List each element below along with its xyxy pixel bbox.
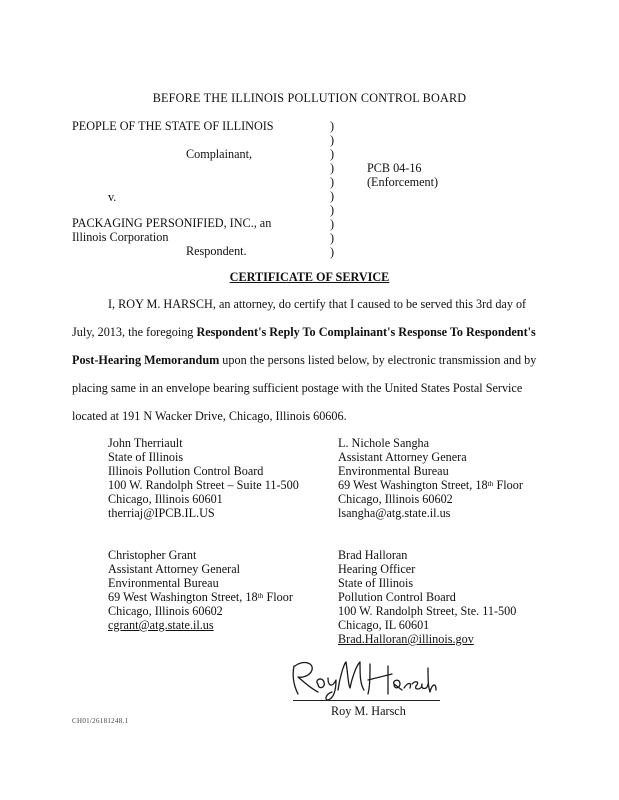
body-line-4: placing same in an envelope bearing sufficient postage with the United States Postal Service <box>72 381 523 395</box>
recipient-line <box>108 590 293 604</box>
recipient-name: John Therriault <box>108 436 183 450</box>
recipient-line <box>338 478 523 492</box>
body-line-5: located at 191 N Wacker Drive, Chicago, Illinois 60606. <box>72 409 347 423</box>
document-id: CH01/26181248.1 <box>72 717 129 725</box>
address-text: Floor <box>493 478 523 492</box>
case-type: (Enforcement) <box>367 175 439 189</box>
address-text: Floor <box>263 590 293 604</box>
caption-paren: ) <box>330 147 335 161</box>
recipient-name: Brad Halloran <box>338 548 408 562</box>
case-number: PCB 04-16 <box>367 161 422 175</box>
service-recipient-grant <box>108 548 293 632</box>
body-line-3-text: upon the persons listed below, by electronic transmission and by <box>219 353 537 367</box>
recipient-line: Illinois Pollution Control Board <box>108 464 264 478</box>
signature-line <box>293 700 440 701</box>
document-title-part-2: Post-Hearing Memorandum <box>72 353 220 367</box>
certificate-title: CERTIFICATE OF SERVICE <box>229 270 390 284</box>
caption-paren: ) <box>330 231 335 245</box>
caption-paren: ) <box>330 245 335 259</box>
defendant-role: Respondent. <box>186 244 247 258</box>
address-text: 69 West Washington Street, 18 <box>108 590 258 604</box>
board-heading: BEFORE THE ILLINOIS POLLUTION CONTROL BOARD <box>152 91 467 105</box>
ordinal-suffix: th <box>257 591 264 600</box>
recipient-line: Environmental Bureau <box>108 576 219 590</box>
body-line-3 <box>72 353 536 368</box>
caption-paren: ) <box>330 161 335 175</box>
service-recipient-therriault <box>108 436 299 520</box>
recipient-line: Assistant Attorney General <box>108 562 241 576</box>
recipient-line: State of Illinois <box>108 450 184 464</box>
recipient-email: cgrant@atg.state.il.us <box>108 618 214 632</box>
defendant-description: Illinois Corporation <box>72 230 169 244</box>
caption-paren: ) <box>330 119 335 133</box>
service-recipient-halloran <box>338 548 516 646</box>
recipient-line: Chicago, Illinois 60602 <box>108 604 223 618</box>
caption-paren: ) <box>330 189 335 203</box>
document-title-part-1: Respondent's Reply To Complainant's Response To Respondent's <box>196 325 536 339</box>
service-recipient-sangha <box>338 436 523 520</box>
recipient-line: Environmental Bureau <box>338 464 449 478</box>
body-line-2 <box>72 325 536 340</box>
ordinal-suffix: th <box>487 479 494 488</box>
recipient-line: Chicago, Illinois 60601 <box>108 492 223 506</box>
signer-name: Roy M. Harsch <box>331 704 406 718</box>
caption-paren: ) <box>330 133 335 147</box>
body-line-2-text: July, 2013, the foregoing <box>72 325 197 339</box>
recipient-line: Chicago, Illinois 60602 <box>338 492 453 506</box>
recipient-email: Brad.Halloran@illinois.gov <box>338 632 474 646</box>
recipient-name: L. Nichole Sangha <box>338 436 430 450</box>
caption-paren: ) <box>330 203 335 217</box>
recipient-line: Pollution Control Board <box>338 590 456 604</box>
recipient-line: Assistant Attorney Genera <box>338 450 467 464</box>
address-text: 69 West Washington Street, 18 <box>338 478 488 492</box>
recipient-line: State of Illinois <box>338 576 414 590</box>
handwritten-signature <box>288 654 438 702</box>
versus: v. <box>108 190 117 204</box>
caption-paren: ) <box>330 217 335 231</box>
defendant-name: PACKAGING PERSONIFIED, INC., an <box>72 216 272 230</box>
caption-paren: ) <box>330 175 335 189</box>
recipient-line: 100 W. Randolph Street – Suite 11-500 <box>108 478 299 492</box>
plaintiff-role: Complainant, <box>186 147 253 161</box>
recipient-email: therriaj@IPCB.IL.US <box>108 506 215 520</box>
recipient-line: 100 W. Randolph Street, Ste. 11-500 <box>338 604 517 618</box>
recipient-line: Chicago, IL 60601 <box>338 618 430 632</box>
recipient-email: lsangha@atg.state.il.us <box>338 506 451 520</box>
recipient-name: Christopher Grant <box>108 548 197 562</box>
plaintiff-name: PEOPLE OF THE STATE OF ILLINOIS <box>72 119 274 133</box>
body-line-1: I, ROY M. HARSCH, an attorney, do certify that I caused to be served this 3rd day of <box>108 297 527 311</box>
recipient-line: Hearing Officer <box>338 562 416 576</box>
